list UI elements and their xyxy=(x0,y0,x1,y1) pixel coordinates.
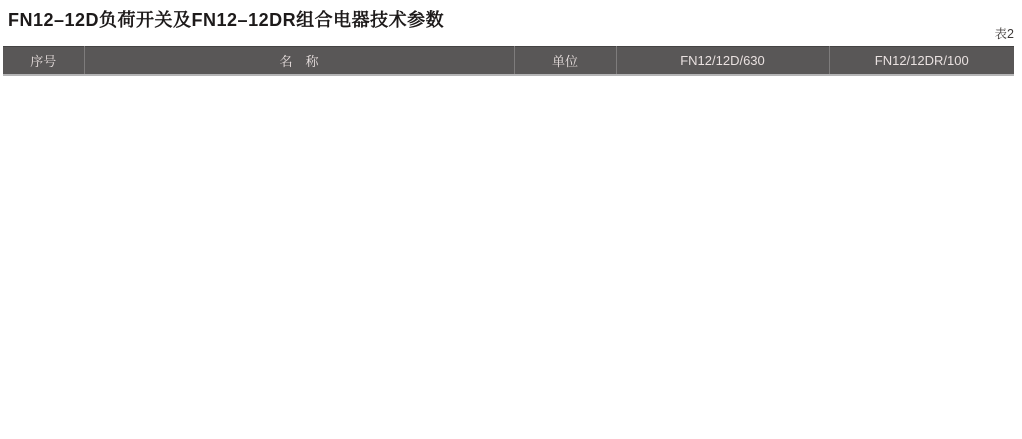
page-title: FN12–12D负荷开关及FN12–12DR组合电器技术参数 xyxy=(8,10,445,30)
header-row xyxy=(3,47,1014,76)
col-header-unit: 单位 xyxy=(514,47,616,76)
col-header-name: 名 称 xyxy=(84,47,514,76)
parameters-table xyxy=(3,46,1014,76)
table-number-label: 表2 xyxy=(994,27,1014,41)
col-header-index: 序号 xyxy=(3,47,84,76)
col-header-model-fn12dr: FN12/12DR/100 xyxy=(829,47,1014,76)
col-header-model-fn12d: FN12/12D/630 xyxy=(616,47,829,76)
